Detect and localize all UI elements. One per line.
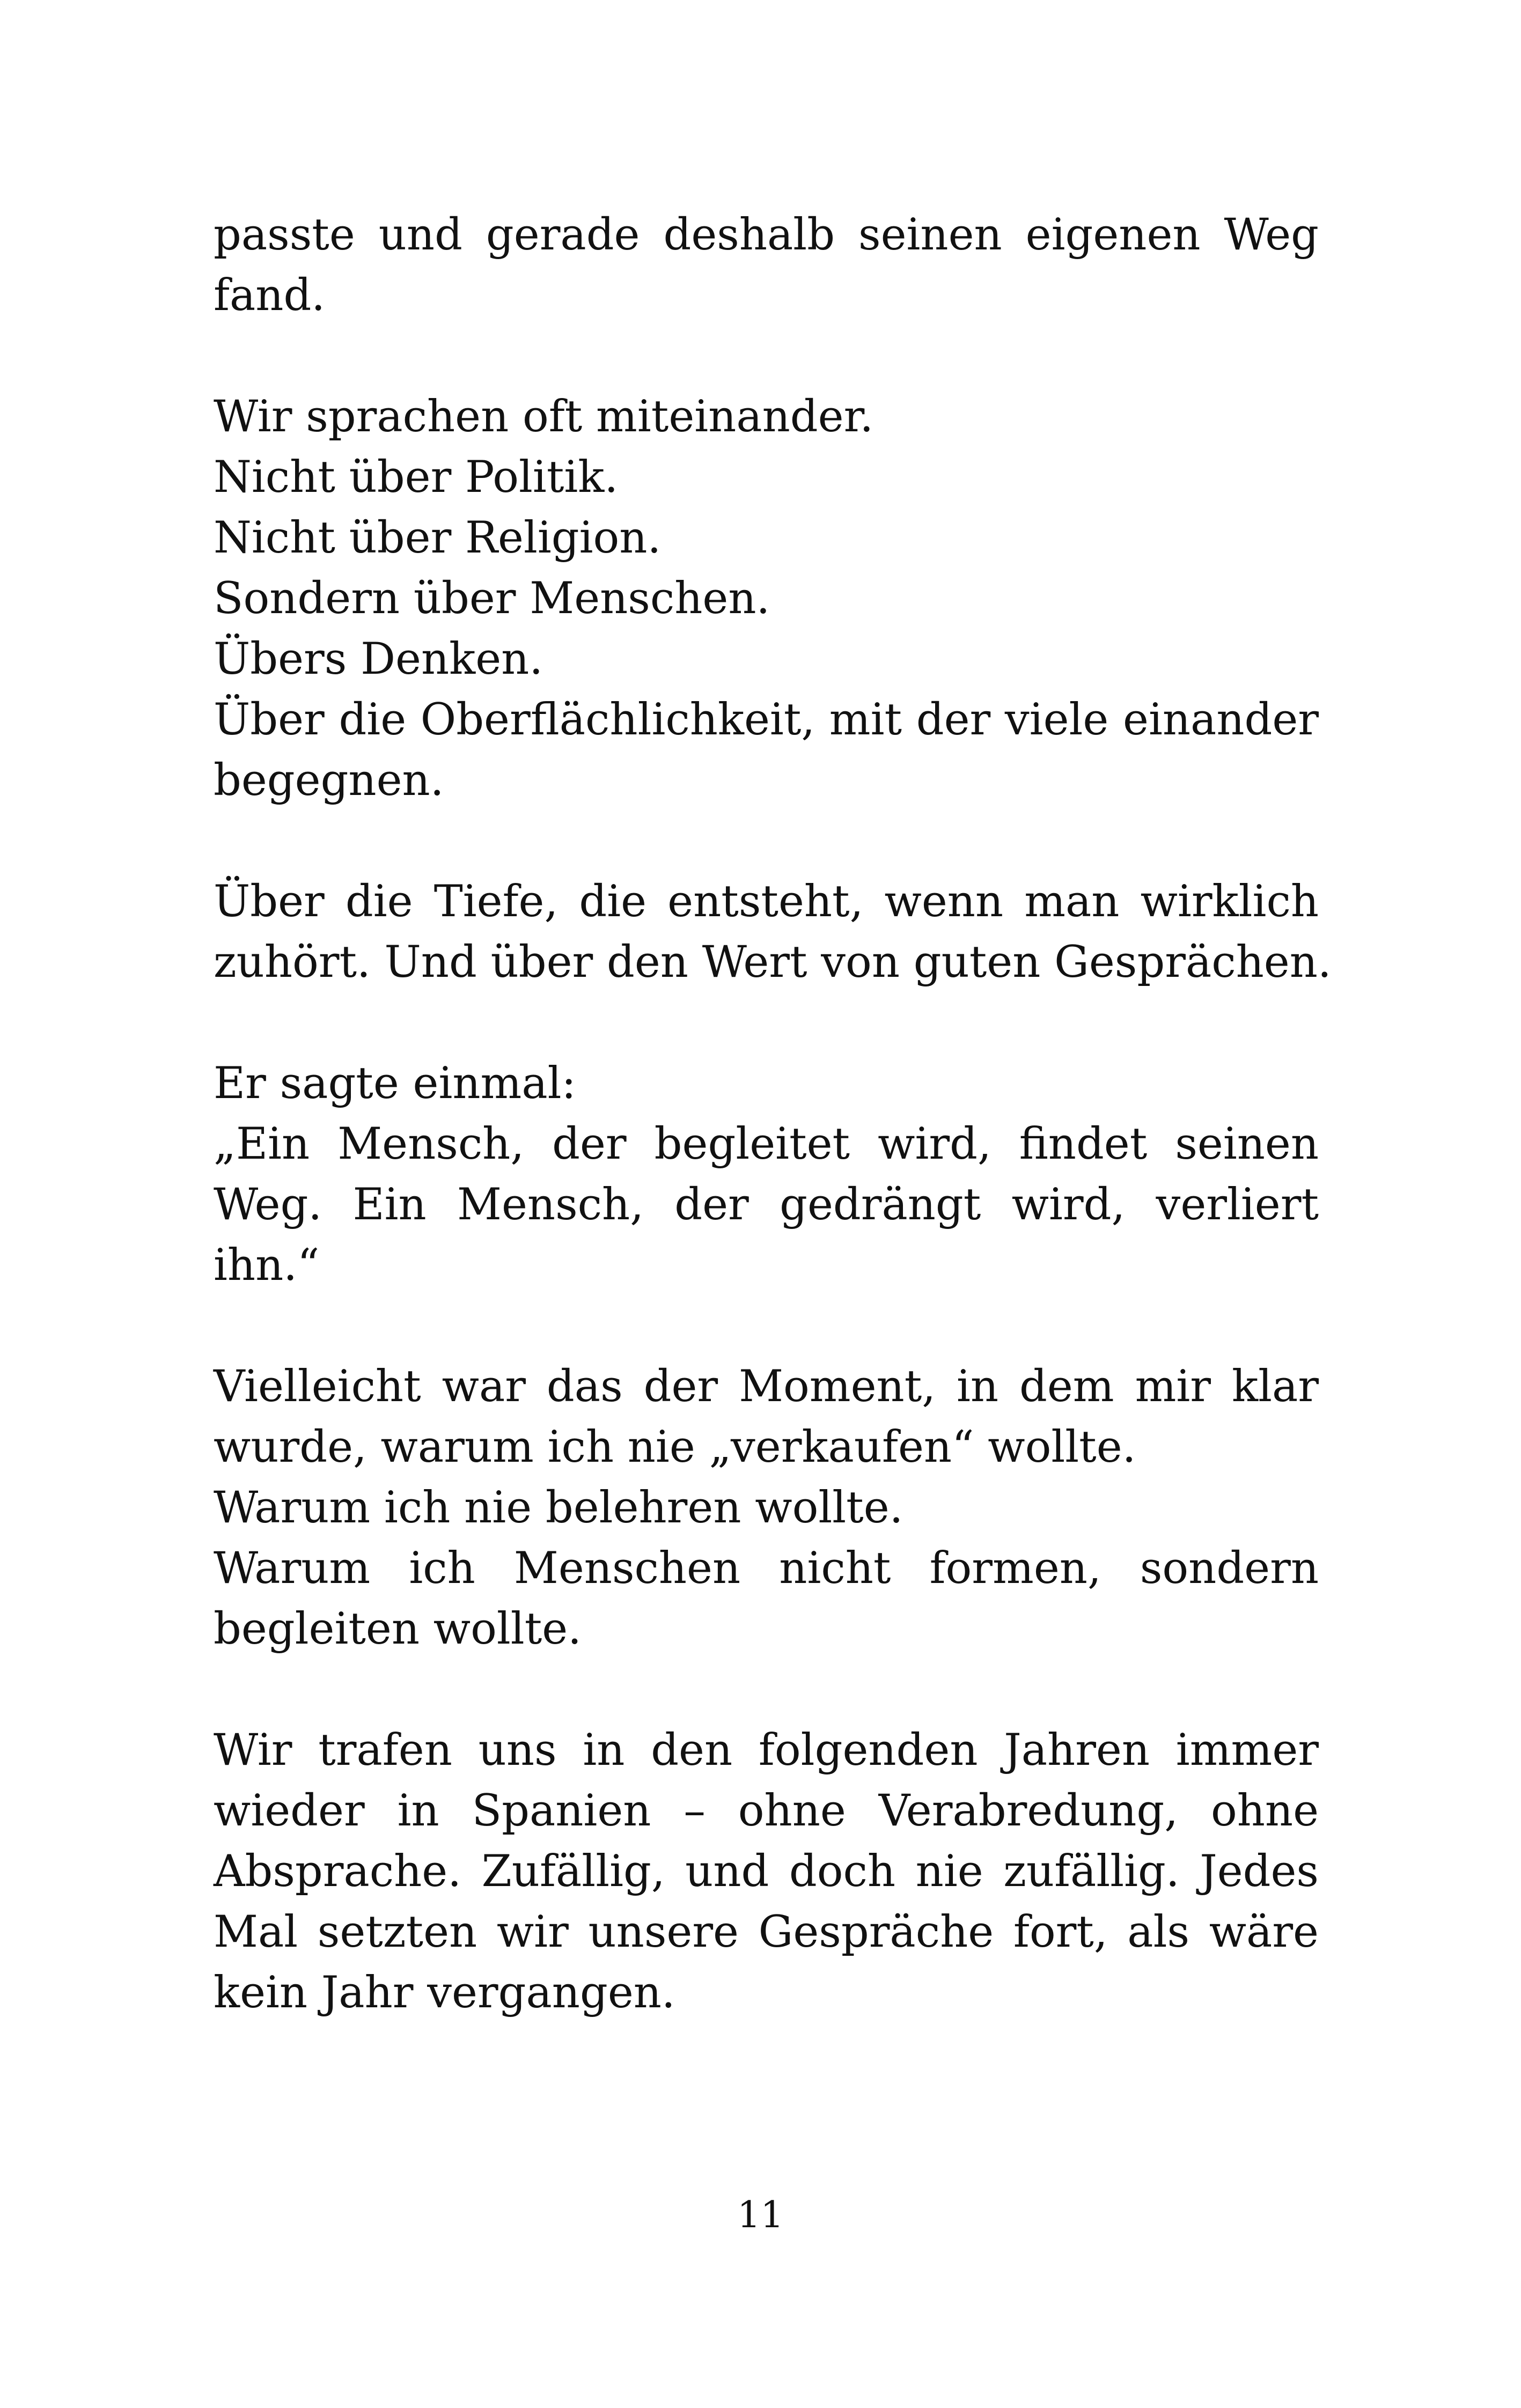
text-line: begleiten wollte. [214,1604,582,1654]
text-line: zuhört. Und über den Wert von guten Gesprächen. [214,937,1332,988]
text-line: wieder in Spanien – ohne Verabredung, ohne [214,1786,1319,1836]
text-line: Nicht über Religion. [214,513,662,563]
text-line: Warum ich nie belehren wollte. [214,1483,903,1533]
text-line: Er sagte einmal: [214,1058,576,1109]
text-line: fand. [214,270,326,321]
text-line: begegnen. [214,755,444,806]
text-line: passte und gerade deshalb seinen eigenen Weg [214,210,1319,260]
text-line: Wir trafen uns in den folgenden Jahren immer [214,1725,1319,1776]
text-line: Vielleicht war das der Moment, in dem mir klar [214,1361,1319,1412]
paragraph [214,1357,1319,1660]
paragraph [214,387,1319,811]
text-line: Übers Denken. [214,634,543,684]
text-line: kein Jahr vergangen. [214,1968,675,2018]
page-number: 11 [737,2194,784,2236]
text-line: Warum ich Menschen nicht formen, sondern [214,1543,1319,1594]
text-line: Über die Tiefe, die entsteht, wenn man wirklich [214,877,1319,927]
text-line: „Ein Mensch, der begleitet wird, findet seinen [214,1119,1319,1169]
text-line: Weg. Ein Mensch, der gedrängt wird, verliert [214,1180,1319,1230]
text-line: Nicht über Politik. [214,452,619,503]
text-line: Absprache. Zufällig, und doch nie zufällig. Jedes [214,1846,1319,1897]
paragraph [214,1054,1319,1296]
text-line: Sondern über Menschen. [214,573,770,624]
text-line: wurde, warum ich nie „verkaufen“ wollte. [214,1422,1136,1472]
body-text [214,205,1332,2084]
paragraph [214,872,1332,993]
paragraph [214,205,1319,326]
text-line: ihn.“ [214,1240,320,1291]
text-line: Wir sprachen oft miteinander. [214,392,874,442]
paragraph [214,1720,1319,2023]
text-line: Mal setzten wir unsere Gespräche fort, als wäre [214,1907,1319,1957]
text-line: Über die Oberflächlichkeit, mit der viele einander [214,695,1319,745]
